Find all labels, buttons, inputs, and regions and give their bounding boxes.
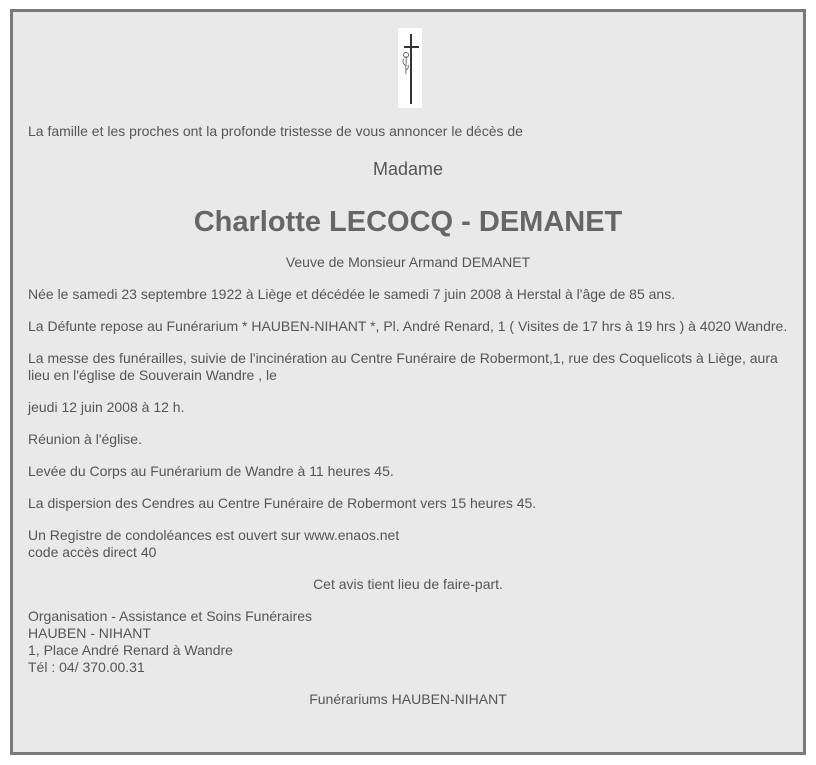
ceremony-date: jeudi 12 juin 2008 à 12 h. <box>28 399 185 415</box>
rests-text: La Défunte repose au Funérarium * HAUBEN-NIHANT *, Pl. André Renard, 1 ( Visites de 17 hrs à 19 hrs ) à 4020 Wandre. <box>28 318 788 334</box>
cross-vertical <box>410 34 412 104</box>
dispersion-text: La dispersion des Cendres au Centre Funéraire de Robermont vers 15 heures 45. <box>28 495 537 511</box>
cross-emblem <box>398 28 422 108</box>
register-code: code accès direct 40 <box>28 544 157 560</box>
faire-part-text: Cet avis tient lieu de faire-part. <box>313 576 503 592</box>
organisation-block <box>28 608 788 676</box>
register-block <box>28 527 788 561</box>
birth-death-text: Née le samedi 23 septembre 1922 à Liège et décédée le samedi 7 juin 2008 à Herstal à l'âge de 85 ans. <box>28 286 676 302</box>
cross-icon <box>398 28 422 108</box>
obituary-notice <box>10 9 806 755</box>
flower-stem <box>406 56 407 74</box>
organisation-name: HAUBEN - NIHANT <box>28 625 151 641</box>
intro-text: La famille et les proches ont la profonde tristesse de vous annoncer le décès de <box>28 123 523 139</box>
organisation-phone: Tél : 04/ 370.00.31 <box>28 659 145 675</box>
honorific: Madame <box>372 159 444 179</box>
register-line: Un Registre de condoléances est ouvert sur www.enaos.net <box>28 527 400 543</box>
meeting-text: Réunion à l'église. <box>28 431 142 447</box>
levee-text: Levée du Corps au Funérarium de Wandre à 11 heures 45. <box>28 463 394 479</box>
cross-horizontal <box>404 46 419 48</box>
widow-of: Veuve de Monsieur Armand DEMANET <box>285 254 531 270</box>
deceased-name: Charlotte LECOCQ - DEMANET <box>193 206 623 238</box>
organisation-address: 1, Place André Renard à Wandre <box>28 642 233 658</box>
mass-text: La messe des funérailles, suivie de l'incinération au Centre Funéraire de Robermont,1, rue des Coquelicots à Liège, aura lieu en l'église de Souverain Wandre , le <box>28 350 778 383</box>
notice-content <box>28 123 788 708</box>
footer-text: Funérariums HAUBEN-NIHANT <box>309 691 507 707</box>
organisation-title: Organisation - Assistance et Soins Funéraires <box>28 608 313 624</box>
